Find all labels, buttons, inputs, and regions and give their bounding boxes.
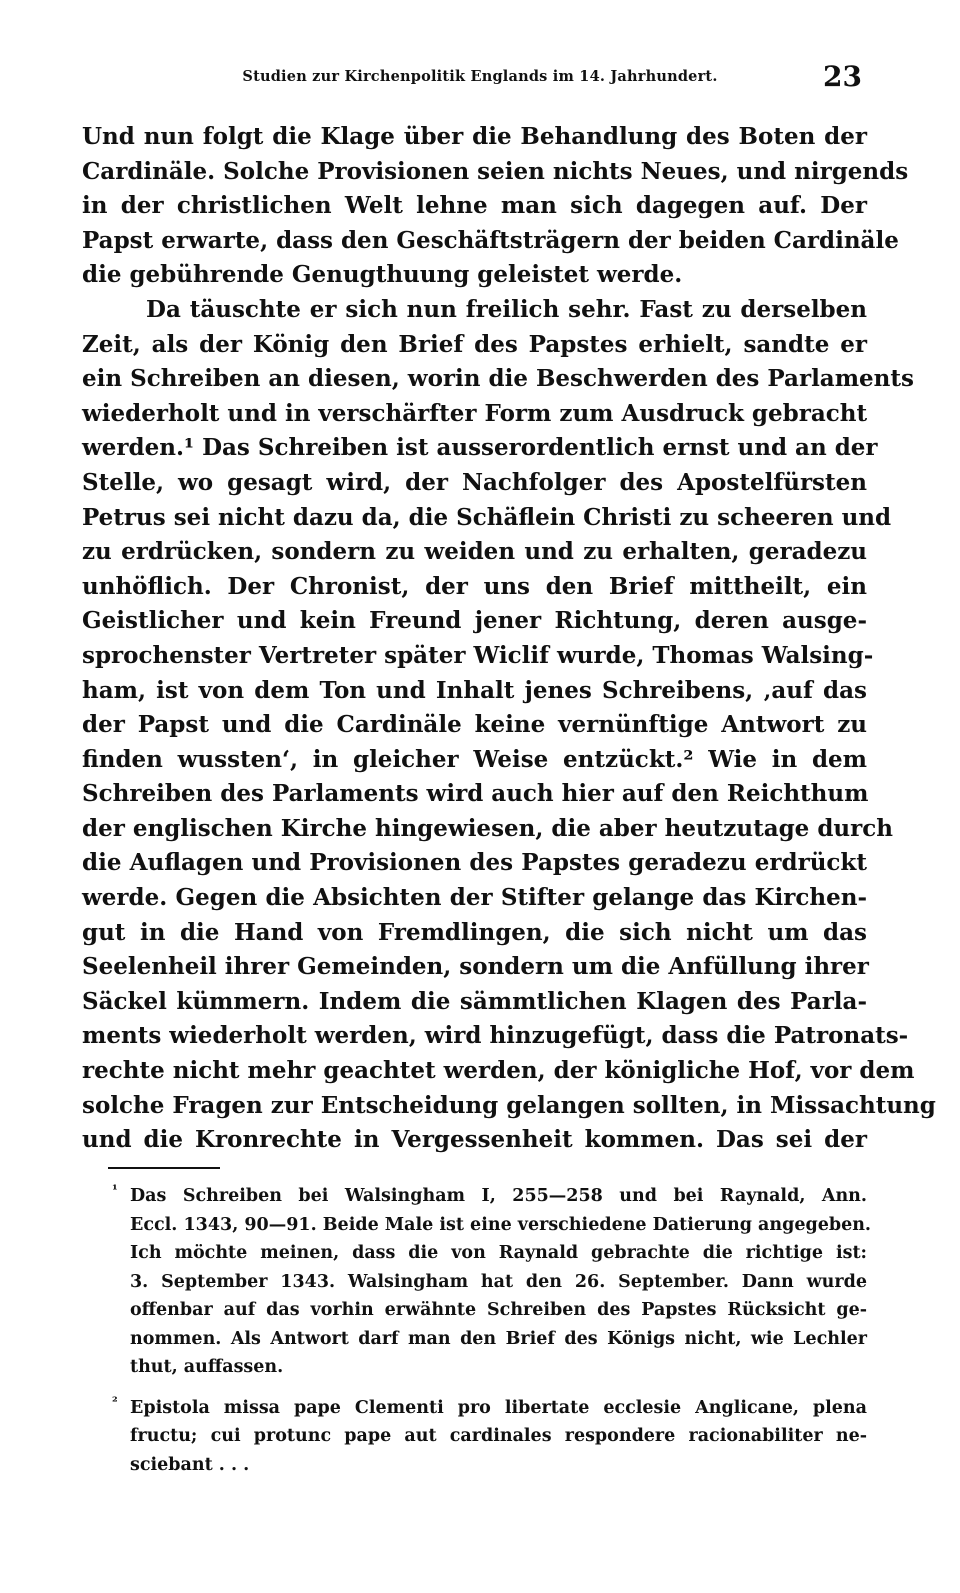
text-line: ments wiederholt werden, wird hinzugefügt, dass die Patronats- — [82, 1022, 909, 1050]
text-line: wiederholt und in verschärfter Form zum Ausdruck gebracht — [82, 399, 868, 427]
text-line: werden.¹ Das Schreiben ist ausserordentlich ernst und an der — [82, 434, 878, 462]
footnotes — [82, 1182, 872, 1479]
footnote-line: offenbar auf das vorhin erwähnte Schreiben des Papstes Rücksicht ge- — [130, 1300, 867, 1320]
text-line: ein Schreiben an diesen, worin die Beschwerden des Parlaments — [82, 365, 914, 393]
footnote-line — [82, 1394, 867, 1423]
footnote-line: 3. September 1343. Walsingham hat den 26. September. Dann wurde — [130, 1271, 867, 1292]
text-line: Geistlicher und kein Freund jener Richtung, deren ausge- — [82, 607, 867, 635]
page-number: 23 — [823, 60, 862, 93]
text-line: solche Fragen zur Entscheidung gelangen sollten, in Missachtung — [82, 1091, 936, 1119]
text-line: die gebührende Genugthuung geleistet werde. — [82, 261, 683, 289]
text-line: Schreiben des Parlaments wird auch hier auf den Reichthum — [82, 780, 869, 808]
text-line: der Papst und die Cardinäle keine vernünftige Antwort zu — [82, 711, 867, 739]
text-line: Da täuschte er sich nun freilich sehr. Fast zu derselben — [146, 295, 867, 323]
text-line: die Auflagen und Provisionen des Papstes geradezu erdrückt — [82, 849, 867, 877]
main-text — [82, 120, 936, 1158]
footnote-line: Ich möchte meinen, dass die von Raynald gebrachte die richtige ist: — [130, 1243, 867, 1263]
text-line: ham, ist von dem Ton und Inhalt jenes Schreibens, ‚auf das — [82, 676, 867, 704]
text-line: Papst erwarte, dass den Geschäftsträgern der beiden Cardinäle — [82, 226, 899, 254]
text-line: rechte nicht mehr geachtet werden, der königliche Hof, vor dem — [82, 1057, 915, 1085]
footnote-line: sciebant . . . — [130, 1454, 250, 1475]
text-line: werde. Gegen die Absichten der Stifter gelange das Kirchen- — [82, 884, 867, 912]
footnote-separator — [108, 1167, 220, 1169]
footnote-marker: ² — [112, 1394, 118, 1410]
text-line: Stelle, wo gesagt wird, der Nachfolger des Apostelfürsten — [82, 468, 867, 496]
footnote-line — [82, 1182, 867, 1211]
text-line: unhöflich. Der Chronist, der uns den Brief mittheilt, ein — [82, 572, 867, 600]
text-line: der englischen Kirche hingewiesen, die aber heutzutage durch — [82, 814, 893, 842]
footnote-line: thut, auffassen. — [130, 1357, 284, 1377]
text-line: sprochenster Vertreter später Wiclif wurde, Thomas Walsing- — [82, 641, 874, 669]
footnote-line: fructu; cui protunc pape aut cardinales respondere racionabiliter ne- — [130, 1426, 867, 1446]
footnote-line: Eccl. 1343, 90—91. Beide Male ist eine verschiedene Datierung angegeben. — [130, 1214, 872, 1235]
text-line: Zeit, als der König den Brief des Papstes erhielt, sandte er — [82, 330, 867, 358]
footnote-text: Das Schreiben bei Walsingham I, 255—258 und bei Raynald, Ann. — [130, 1186, 867, 1206]
footnote-text: Epistola missa pape Clementi pro libertate ecclesie Anglicane, plena — [130, 1397, 867, 1418]
footnote-line: nommen. Als Antwort darf man den Brief des Königs nicht, wie Lechler — [130, 1328, 867, 1349]
text-line: zu erdrücken, sondern zu weiden und zu erhalten, geradezu — [82, 538, 867, 566]
text-line: in der christlichen Welt lehne man sich dagegen auf. Der — [82, 192, 867, 220]
footnote-marker: ¹ — [112, 1183, 118, 1198]
text-line: Cardinäle. Solche Provisionen seien nichts Neues, und nirgends — [82, 157, 909, 185]
text-line: gut in die Hand von Fremdlingen, die sich nicht um das — [82, 918, 867, 946]
text-line: Seelenheil ihrer Gemeinden, sondern um die Anfüllung ihrer — [82, 953, 869, 981]
text-line: und die Kronrechte in Vergessenheit kommen. Das sei der — [82, 1126, 867, 1154]
text-line: Petrus sei nicht dazu da, die Schäflein Christi zu scheeren und — [82, 503, 892, 531]
text-line: Und nun folgt die Klage über die Behandlung des Boten der — [82, 123, 867, 150]
text-line: Säckel kümmern. Indem die sämmtlichen Klagen des Parla- — [82, 987, 867, 1015]
running-title: Studien zur Kirchenpolitik Englands im 14. Jahrhundert. — [242, 68, 718, 85]
text-line: finden wussten‘, in gleicher Weise entzückt.² Wie in dem — [82, 745, 867, 773]
